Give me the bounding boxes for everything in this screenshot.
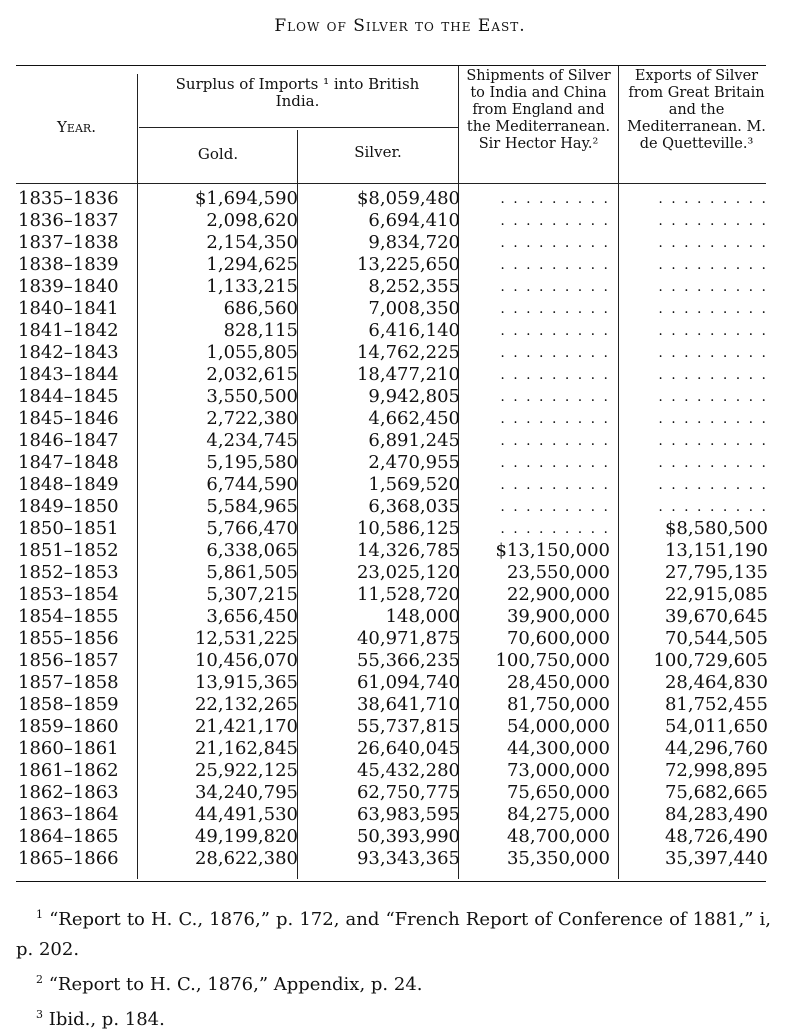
table-row [16, 716, 776, 738]
table-row [16, 540, 776, 562]
year-cell: 1850–1851 [18, 518, 119, 539]
silver-cell: 4,662,450 [368, 408, 460, 429]
quetteville-cell: 100,729,605 [653, 650, 768, 671]
table-row [16, 562, 776, 584]
silver-cell: 6,694,410 [368, 210, 460, 231]
quetteville-cell: . . . . . . . . . [658, 213, 768, 229]
page-title: Flow of Silver to the East. [274, 16, 526, 36]
table-row [16, 254, 776, 276]
gold-cell: 1,055,805 [206, 342, 298, 363]
silver-cell: 63,983,595 [356, 804, 460, 825]
quetteville-cell: . . . . . . . . . [658, 499, 768, 515]
gold-cell: 28,622,380 [194, 848, 298, 869]
year-cell: 1861–1862 [18, 760, 119, 781]
year-cell: 1860–1861 [18, 738, 119, 759]
year-cell: 1835–1836 [18, 188, 119, 209]
year-cell: 1855–1856 [18, 628, 119, 649]
gold-cell: 3,656,450 [206, 606, 298, 627]
silver-cell: 6,416,140 [368, 320, 460, 341]
year-cell: 1844–1845 [18, 386, 119, 407]
quetteville-cell: 81,752,455 [664, 694, 768, 715]
footnote-1 [16, 900, 771, 965]
hay-cell: . . . . . . . . . [500, 499, 610, 515]
hay-cell: . . . . . . . . . [500, 345, 610, 361]
silver-cell: 7,008,350 [368, 298, 460, 319]
year-cell: 1839–1840 [18, 276, 119, 297]
year-cell: 1845–1846 [18, 408, 119, 429]
silver-cell: 26,640,045 [356, 738, 460, 759]
silver-cell: 62,750,775 [356, 782, 460, 803]
silver-cell: 6,368,035 [368, 496, 460, 517]
gold-cell: 10,456,070 [194, 650, 298, 671]
hay-cell: . . . . . . . . . [500, 455, 610, 471]
gold-cell: 25,922,125 [194, 760, 298, 781]
gold-cell: 2,722,380 [206, 408, 298, 429]
gold-cell: 5,195,580 [206, 452, 298, 473]
silver-cell: 10,586,125 [356, 518, 460, 539]
hay-cell: . . . . . . . . . [500, 279, 610, 295]
table-row [16, 430, 776, 452]
quetteville-cell: 44,296,760 [664, 738, 768, 759]
gold-cell: 5,861,505 [206, 562, 298, 583]
hay-cell: 39,900,000 [506, 606, 610, 627]
year-cell: 1837–1838 [18, 232, 119, 253]
gold-cell: 3,550,500 [206, 386, 298, 407]
hay-cell: . . . . . . . . . [500, 367, 610, 383]
year-cell: 1841–1842 [18, 320, 119, 341]
table-row [16, 694, 776, 716]
footnote-3-text: Ibid., p. 184. [48, 1009, 165, 1030]
hay-cell: 44,300,000 [506, 738, 610, 759]
quetteville-cell: . . . . . . . . . [658, 389, 768, 405]
table-row [16, 848, 776, 870]
quetteville-cell: $8,580,500 [664, 518, 768, 539]
hay-cell: 75,650,000 [506, 782, 610, 803]
table-row [16, 738, 776, 760]
gold-cell: 13,915,365 [194, 672, 298, 693]
header-surplus: Surplus of Imports ¹ into British India. [175, 75, 420, 110]
silver-cell: 61,094,740 [356, 672, 460, 693]
hay-cell: . . . . . . . . . [500, 235, 610, 251]
header-gold: Gold. [197, 145, 239, 163]
hay-cell: . . . . . . . . . [500, 433, 610, 449]
quetteville-cell: 13,151,190 [664, 540, 768, 561]
year-cell: 1846–1847 [18, 430, 119, 451]
year-cell: 1854–1855 [18, 606, 119, 627]
quetteville-cell: . . . . . . . . . [658, 433, 768, 449]
footnote-2 [16, 965, 771, 1000]
hay-cell: . . . . . . . . . [500, 191, 610, 207]
header-year: Year. [57, 118, 96, 136]
year-cell: 1865–1866 [18, 848, 119, 869]
footnote-1-mark: 1 [36, 908, 43, 921]
gold-cell: 1,294,625 [206, 254, 298, 275]
table-row [16, 342, 776, 364]
quetteville-cell: . . . . . . . . . [658, 279, 768, 295]
table-row [16, 782, 776, 804]
year-cell: 1836–1837 [18, 210, 119, 231]
gold-cell: 1,133,215 [206, 276, 298, 297]
quetteville-cell: 22,915,085 [664, 584, 768, 605]
silver-cell: 93,343,365 [356, 848, 460, 869]
silver-cell: 2,470,955 [368, 452, 460, 473]
header-bottom-rule [16, 183, 766, 184]
quetteville-cell: 72,998,895 [664, 760, 768, 781]
table-row [16, 364, 776, 386]
year-cell: 1863–1864 [18, 804, 119, 825]
hay-cell: 48,700,000 [506, 826, 610, 847]
gold-cell: 686,560 [223, 298, 298, 319]
year-cell: 1849–1850 [18, 496, 119, 517]
table-row [16, 408, 776, 430]
quetteville-cell: . . . . . . . . . [658, 477, 768, 493]
silver-cell: 9,942,805 [368, 386, 460, 407]
footnote-3 [16, 1000, 771, 1035]
year-cell: 1856–1857 [18, 650, 119, 671]
hay-cell: . . . . . . . . . [500, 389, 610, 405]
quetteville-cell: . . . . . . . . . [658, 455, 768, 471]
silver-cell: 14,762,225 [356, 342, 460, 363]
footnote-1-text: “Report to H. C., 1876,” p. 172, and “French Report of Conference of 1881,” i, p. 202. [16, 909, 771, 960]
gold-cell: 34,240,795 [194, 782, 298, 803]
hay-cell: . . . . . . . . . [500, 521, 610, 537]
footnote-3-mark: 3 [36, 1008, 43, 1021]
silver-cell: 11,528,720 [356, 584, 460, 605]
quetteville-cell: . . . . . . . . . [658, 301, 768, 317]
gold-cell: 4,234,745 [206, 430, 298, 451]
gold-cell: 5,584,965 [206, 496, 298, 517]
silver-cell: 148,000 [385, 606, 460, 627]
gold-cell: 21,162,845 [194, 738, 298, 759]
table-row [16, 188, 776, 210]
table-row [16, 606, 776, 628]
table-row [16, 650, 776, 672]
year-cell: 1857–1858 [18, 672, 119, 693]
silver-cell: 40,971,875 [356, 628, 460, 649]
table-body [16, 188, 776, 870]
quetteville-cell: 27,795,135 [664, 562, 768, 583]
gold-cell: 21,421,170 [194, 716, 298, 737]
hay-cell: . . . . . . . . . [500, 477, 610, 493]
silver-cell: 8,252,355 [368, 276, 460, 297]
hay-cell: . . . . . . . . . [500, 411, 610, 427]
quetteville-cell: 70,544,505 [664, 628, 768, 649]
silver-cell: $8,059,480 [356, 188, 460, 209]
table-row [16, 826, 776, 848]
silver-cell: 14,326,785 [356, 540, 460, 561]
table-row [16, 584, 776, 606]
table-row [16, 452, 776, 474]
quetteville-cell: . . . . . . . . . [658, 345, 768, 361]
footnote-2-mark: 2 [36, 973, 43, 986]
table-row [16, 232, 776, 254]
year-cell: 1843–1844 [18, 364, 119, 385]
silver-cell: 23,025,120 [356, 562, 460, 583]
header-hay: Shipments of Silver to India and China from England and the Mediterranean. Sir Hector Hay.² [466, 68, 611, 152]
quetteville-cell: . . . . . . . . . [658, 257, 768, 273]
table-row [16, 496, 776, 518]
silver-cell: 38,641,710 [356, 694, 460, 715]
table-row [16, 804, 776, 826]
table-bottom-rule [16, 881, 766, 882]
hay-cell: . . . . . . . . . [500, 213, 610, 229]
hay-cell: 54,000,000 [506, 716, 610, 737]
table-row [16, 628, 776, 650]
quetteville-cell: . . . . . . . . . [658, 235, 768, 251]
hay-cell: 35,350,000 [506, 848, 610, 869]
hay-cell: 73,000,000 [506, 760, 610, 781]
quetteville-cell: 39,670,645 [664, 606, 768, 627]
silver-cell: 50,393,990 [356, 826, 460, 847]
gold-cell: 49,199,820 [194, 826, 298, 847]
surplus-underline [139, 127, 458, 128]
hay-cell: 22,900,000 [506, 584, 610, 605]
hay-cell: 70,600,000 [506, 628, 610, 649]
year-cell: 1847–1848 [18, 452, 119, 473]
hay-cell: $13,150,000 [495, 540, 610, 561]
table-row [16, 210, 776, 232]
table-row [16, 672, 776, 694]
table-row [16, 474, 776, 496]
gold-cell: 5,307,215 [206, 584, 298, 605]
table-row [16, 760, 776, 782]
table-row [16, 386, 776, 408]
year-cell: 1862–1863 [18, 782, 119, 803]
table-row [16, 276, 776, 298]
gold-cell: 5,766,470 [206, 518, 298, 539]
silver-cell: 6,891,245 [368, 430, 460, 451]
year-cell: 1864–1865 [18, 826, 119, 847]
footnote-2-text: “Report to H. C., 1876,” Appendix, p. 24. [48, 974, 423, 995]
silver-cell: 55,366,235 [356, 650, 460, 671]
hay-cell: . . . . . . . . . [500, 323, 610, 339]
gold-cell: 44,491,530 [194, 804, 298, 825]
gold-cell: 22,132,265 [194, 694, 298, 715]
quetteville-cell: 75,682,665 [664, 782, 768, 803]
quetteville-cell: 54,011,650 [664, 716, 768, 737]
silver-cell: 9,834,720 [368, 232, 460, 253]
year-cell: 1838–1839 [18, 254, 119, 275]
quetteville-cell: . . . . . . . . . [658, 411, 768, 427]
header-silver: Silver. [354, 143, 402, 161]
gold-cell: 828,115 [223, 320, 298, 341]
hay-cell: . . . . . . . . . [500, 257, 610, 273]
quetteville-cell: . . . . . . . . . [658, 191, 768, 207]
hay-cell: 84,275,000 [506, 804, 610, 825]
silver-cell: 13,225,650 [356, 254, 460, 275]
gold-cell: 2,154,350 [206, 232, 298, 253]
footnotes [16, 900, 771, 1035]
gold-cell: 6,338,065 [206, 540, 298, 561]
gold-cell: 2,098,620 [206, 210, 298, 231]
silver-cell: 55,737,815 [356, 716, 460, 737]
year-cell: 1852–1853 [18, 562, 119, 583]
quetteville-cell: . . . . . . . . . [658, 323, 768, 339]
year-cell: 1848–1849 [18, 474, 119, 495]
year-cell: 1859–1860 [18, 716, 119, 737]
hay-cell: . . . . . . . . . [500, 301, 610, 317]
hay-cell: 23,550,000 [506, 562, 610, 583]
year-cell: 1853–1854 [18, 584, 119, 605]
table-row [16, 298, 776, 320]
year-cell: 1842–1843 [18, 342, 119, 363]
header-quetteville: Exports of Silver from Great Britain and the Mediterranean. M. de Quetteville.³ [627, 68, 766, 152]
quetteville-cell: . . . . . . . . . [658, 367, 768, 383]
year-cell: 1851–1852 [18, 540, 119, 561]
quetteville-cell: 28,464,830 [664, 672, 768, 693]
gold-cell: 12,531,225 [194, 628, 298, 649]
table-top-rule [16, 65, 766, 66]
hay-cell: 100,750,000 [495, 650, 610, 671]
table-row [16, 320, 776, 342]
gold-cell: 2,032,615 [206, 364, 298, 385]
quetteville-cell: 35,397,440 [664, 848, 768, 869]
gold-cell: $1,694,590 [194, 188, 298, 209]
year-cell: 1840–1841 [18, 298, 119, 319]
silver-cell: 45,432,280 [356, 760, 460, 781]
quetteville-cell: 84,283,490 [664, 804, 768, 825]
hay-cell: 28,450,000 [506, 672, 610, 693]
gold-cell: 6,744,590 [206, 474, 298, 495]
year-cell: 1858–1859 [18, 694, 119, 715]
hay-cell: 81,750,000 [506, 694, 610, 715]
silver-cell: 18,477,210 [356, 364, 460, 385]
silver-cell: 1,569,520 [368, 474, 460, 495]
quetteville-cell: 48,726,490 [664, 826, 768, 847]
table-row [16, 518, 776, 540]
